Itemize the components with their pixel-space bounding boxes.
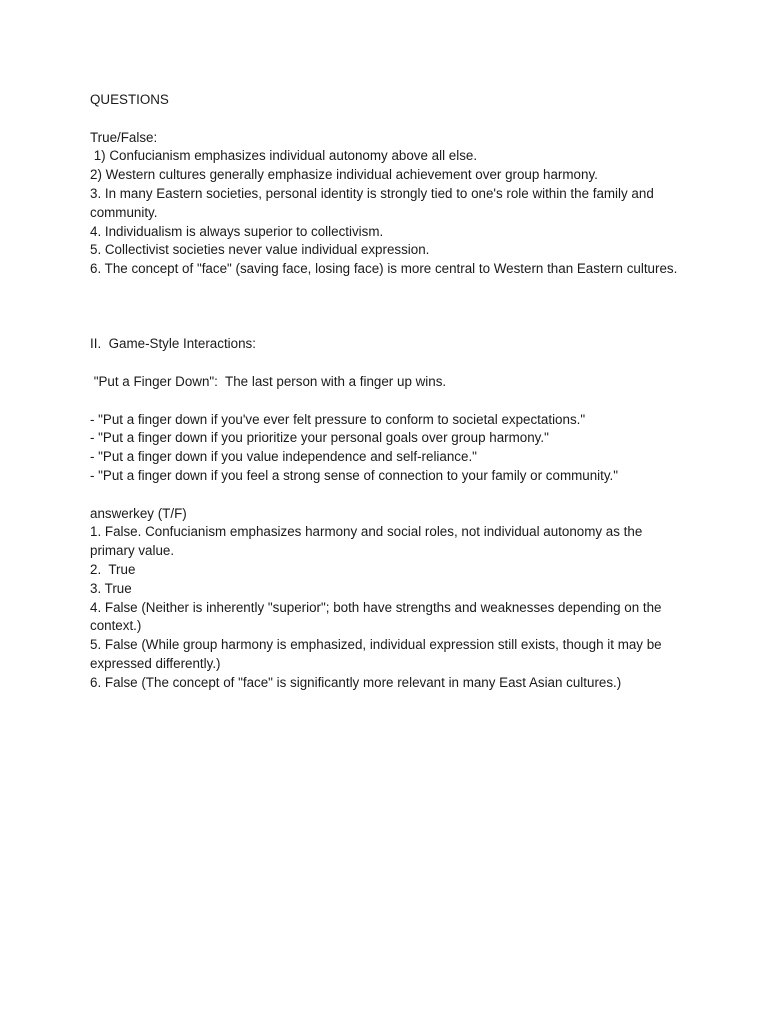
game-prompt: - "Put a finger down if you've ever felt pressure to conform to societal expectations." (90, 411, 586, 427)
answer-item: 6. False (The concept of "face" is significantly more relevant in many East Asian cultures.) (90, 674, 622, 690)
true-false-label: True/False: (90, 129, 158, 145)
answer-item: 4. False (Neither is inherently "superior"; both have strengths and weaknesses depending on the context.) (90, 599, 666, 634)
document-heading: QUESTIONS (90, 92, 169, 107)
answer-item: 1. False. Confucianism emphasizes harmony and social roles, not individual autonomy as the primary value. (90, 524, 647, 559)
true-false-item: 3. In many Eastern societies, personal identity is strongly tied to one's role within the family and community. (90, 185, 658, 220)
document-page (90, 91, 690, 693)
spacer (90, 279, 690, 335)
answer-key-label: answerkey (T/F) (90, 505, 187, 521)
true-false-item: 6. The concept of "face" (saving face, losing face) is more central to Western than Eastern cultures. (90, 261, 678, 277)
game-intro: "Put a Finger Down": The last person with a finger up wins. (90, 373, 447, 389)
game-prompt: - "Put a finger down if you prioritize your personal goals over group harmony." (90, 430, 549, 446)
true-false-item: 2) Western cultures generally emphasize individual achievement over group harmony. (90, 167, 598, 183)
answer-item: 5. False (While group harmony is emphasized, individual expression still exists, though it may be expressed differently.) (90, 637, 666, 671)
true-false-item: 4. Individualism is always superior to collectivism. (90, 223, 384, 239)
spacer (90, 392, 690, 411)
game-prompt: - "Put a finger down if you value independence and self-reliance." (90, 449, 477, 465)
answer-item: 3. True (90, 580, 132, 596)
answer-item: 2. True (90, 561, 136, 577)
game-prompt: - "Put a finger down if you feel a strong sense of connection to your family or community." (90, 467, 619, 483)
spacer (90, 486, 690, 505)
spacer (90, 110, 690, 129)
true-false-item: 5. Collectivist societies never value individual expression. (90, 242, 430, 258)
game-section-title: II. Game-Style Interactions: (90, 336, 256, 352)
true-false-item: 1) Confucianism emphasizes individual autonomy above all else. (90, 148, 478, 164)
spacer (90, 354, 690, 373)
